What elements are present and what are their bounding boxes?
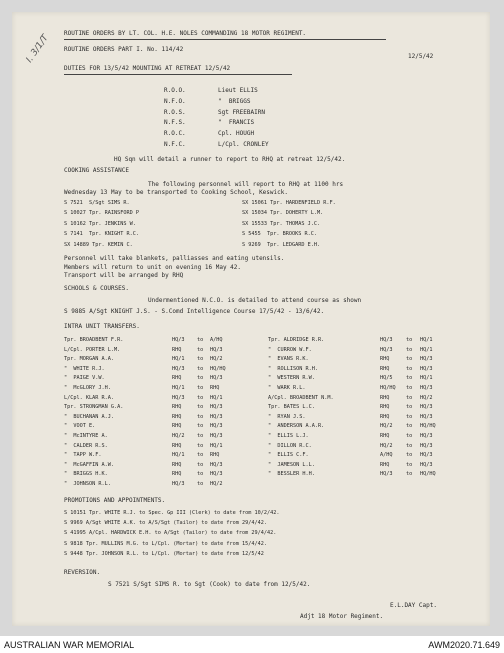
transfer-to-word: to <box>406 394 413 401</box>
transfer-to: HQ/3 <box>210 461 223 468</box>
transfer-name: " JOHNSON R.L. <box>64 481 111 487</box>
transfer-name: " TAPP W.F. <box>64 452 102 459</box>
transfer-to: HQ/3 <box>210 346 223 353</box>
transfer-to-word: to <box>197 337 204 343</box>
transfer-to: HQ/2 <box>420 394 433 401</box>
document-title: ROUTINE ORDERS BY LT. COL. H.E. NOLES COMMANDING 18 MOTOR REGIMENT. <box>64 30 307 37</box>
transfer-from: HQ/3 <box>380 337 393 343</box>
transfer-name: " ELLIS C.F. <box>268 452 309 459</box>
transfer-name: Tpr. MORGAN A.A. <box>64 356 114 363</box>
cooking-intro-1: The following personnel will report to RHQ at 1100 hrs <box>148 181 344 188</box>
duty-role: R.O.S. <box>164 108 186 116</box>
transfer-to: HQ/3 <box>420 365 433 372</box>
transfer-name: " DILLON R.C. <box>268 442 312 449</box>
promotion-row: S 9969 A/Sgt WHITE A.K. to A/S/Sgt (Tailor) to date from 29/4/42. <box>64 520 268 527</box>
transfer-from: RHQ <box>380 461 390 468</box>
transfer-name: " BUCHANAN A.J. <box>64 413 114 420</box>
transfer-to-word: to <box>197 365 204 372</box>
transfer-name: " BESSLER H.H. <box>268 471 315 478</box>
title-underline <box>64 39 386 40</box>
transfer-to: HQ/1 <box>420 346 433 353</box>
transfer-name: Tpr. BATES L.C. <box>268 404 315 411</box>
transfer-name: " McGLORY J.H. <box>64 385 111 391</box>
transfer-from: RHQ <box>380 394 390 401</box>
transfer-to-word: to <box>197 471 204 478</box>
transfer-from: HQ/3 <box>380 471 393 478</box>
cooking-person: S 7141 Tpr. KNIGHT R.C. <box>64 231 139 238</box>
transfer-to: HQ/3 <box>420 356 433 363</box>
schools-line-1: Undermentioned N.C.O. is detailed to attend course as shown <box>148 297 362 304</box>
cooking-person: SX 15034 Tpr. DOHERTY L.M. <box>242 210 324 217</box>
transfer-name: " CALDER R.S. <box>64 442 108 449</box>
transfer-from: RHQ <box>172 461 182 468</box>
transfer-name: " PAIGE V.W. <box>64 375 105 382</box>
transfer-from: RHQ <box>380 365 390 372</box>
transfer-name: " EVANS R.K. <box>268 356 309 363</box>
transfer-to: HQ/3 <box>210 375 223 382</box>
cooking-heading: COOKING ASSISTANCE <box>64 167 130 174</box>
transfer-from: RHQ <box>172 404 182 411</box>
transfer-from: RHQ <box>172 346 182 353</box>
signature-name: E.L.DAY Capt. <box>390 602 437 609</box>
duty-role: N.F.S. <box>164 119 186 127</box>
duty-role: N.F.O. <box>164 97 186 105</box>
transfer-to-word: to <box>197 394 204 401</box>
transfer-from: HQ/2 <box>380 442 393 449</box>
transfer-to: RHQ <box>210 452 220 459</box>
duty-name: " FRANCIS <box>218 119 255 127</box>
transfer-from: HQ/3 <box>172 365 185 372</box>
transfer-from: RHQ <box>380 356 390 363</box>
transfer-to-word: to <box>197 404 204 411</box>
duty-role: R.O.C. <box>164 130 186 138</box>
transfer-from: HQ/5 <box>380 375 393 382</box>
transfer-to: HQ/3 <box>420 433 433 439</box>
transfer-to-word: to <box>197 413 204 420</box>
transfer-name: Tpr. ALDRIDGE R.R. <box>268 337 325 343</box>
transfer-name: " WESTERN R.W. <box>268 375 315 382</box>
transfer-to-word: to <box>197 433 204 439</box>
transfer-name: L/Cpl. KLAR R.A. <box>64 394 114 401</box>
transfer-to: HQ/HQ <box>420 471 436 478</box>
transfer-from: RHQ <box>172 413 182 420</box>
transfer-to: HQ/HQ <box>420 423 436 430</box>
margin-note: I. 3/1/T <box>24 33 51 65</box>
transfer-name: " WARK R.L. <box>268 385 306 391</box>
cooking-person: S 10027 Tpr. RAINSFORD P <box>64 210 139 217</box>
transfer-to-word: to <box>197 442 204 449</box>
transfer-name: Tpr. STRONGMAN G.A. <box>64 404 124 411</box>
transfer-from: RHQ <box>172 442 182 449</box>
transfer-to-word: to <box>197 452 204 459</box>
signature-title: Adjt 18 Motor Regiment. <box>300 613 384 620</box>
transfer-to-word: to <box>197 356 204 363</box>
transfer-to: RHQ <box>210 385 220 391</box>
promotion-row: S 9818 Tpr. MULLINS M.G. to L/Cpl. (Mortar) to date from 15/4/42. <box>64 540 268 547</box>
duty-name: " BRIGGS <box>218 97 251 105</box>
transfer-to-word: to <box>197 423 204 430</box>
transfer-from: HQ/3 <box>172 337 185 343</box>
transfer-from: HQ/3 <box>380 346 393 353</box>
transfer-from: HQ/1 <box>172 385 185 391</box>
transfer-to-word: to <box>406 442 413 449</box>
transfer-to-word: to <box>406 365 413 372</box>
transfer-from: RHQ <box>380 433 390 439</box>
reversion-heading: REVERSION. <box>64 569 101 576</box>
transfer-to-word: to <box>406 356 413 363</box>
transfer-from: HQ/2 <box>172 433 185 439</box>
transfer-name: " ROLLISON R.H. <box>268 365 318 372</box>
cooking-person: S 5455 Tpr. BROOKS R.C. <box>242 231 317 238</box>
promotion-row: S 10151 Tpr. WHITE R.J. to Spec. Gp III (Clerk) to date from 10/2/42. <box>64 510 280 516</box>
transfer-from: RHQ <box>172 471 182 478</box>
transfer-from: HQ/3 <box>172 481 185 487</box>
transfer-from: A/HQ <box>380 452 393 459</box>
reversion-row: S 7521 S/Sgt SIMS R. to Sgt (Cook) to date from 12/5/42. <box>108 581 311 588</box>
transfer-to-word: to <box>406 461 413 468</box>
transfer-name: " WHITE R.J. <box>64 365 105 372</box>
cooking-person: S 7521 S/Sgt SIMS R. <box>64 200 130 206</box>
transfer-from: HQ/1 <box>172 452 185 459</box>
duties-underline <box>64 74 292 75</box>
transfer-to: HQ/1 <box>420 337 433 343</box>
transfer-from: RHQ <box>380 413 390 420</box>
transfer-to-word: to <box>406 404 413 411</box>
transfer-name: " VOOT E. <box>64 423 96 430</box>
transfer-to-word: to <box>406 471 413 478</box>
transfer-to: HQ/1 <box>210 442 223 449</box>
transfer-to: HQ/3 <box>420 413 433 420</box>
schools-heading: SCHOOLS & COURSES. <box>64 285 130 292</box>
transfer-name: " ELLIS L.J. <box>268 433 309 439</box>
runner-note: HQ Sqn will detail a runner to report to RHQ at retreat 12/5/42. <box>114 156 346 163</box>
cooking-person: SX 14889 Tpr. KEMIN C. <box>64 241 133 248</box>
transfer-to: HQ/3 <box>420 442 433 449</box>
transfer-to: HQ/3 <box>420 404 433 411</box>
transfer-from: RHQ <box>172 423 182 430</box>
transfer-name: " BRIGGS H.K. <box>64 471 108 478</box>
transfer-name: Tpr. BROADBENT F.R. <box>64 337 124 343</box>
transfer-name: " McINTYRE A. <box>64 433 108 439</box>
schools-line-2: S 9885 A/Sgt KNIGHT J.S. - S.Comd Intelligence Course 17/5/42 - 13/6/42. <box>64 308 325 315</box>
transfer-name: " CURROW W.F. <box>268 346 312 353</box>
transfer-to: HQ/1 <box>420 375 433 382</box>
transfer-name: A/Cpl. BROADBENT N.M. <box>268 394 334 401</box>
transfer-from: RHQ <box>380 404 390 411</box>
order-date: 12/5/42 <box>408 53 434 60</box>
cooking-note: Members will return to unit on evening 16 May 42. <box>64 263 242 271</box>
transfer-to-word: to <box>197 481 204 487</box>
cooking-intro-2: Wednesday 13 May to be transported to Cooking School, Keswick. <box>64 189 288 196</box>
transfer-to: HQ/3 <box>420 461 433 468</box>
transfer-to: HQ/3 <box>210 404 223 411</box>
transfer-from: HQ/3 <box>172 394 185 401</box>
transfer-to-word: to <box>406 375 413 382</box>
duties-heading: DUTIES FOR 13/5/42 MOUNTING AT RETREAT 12/5/42 <box>64 65 231 72</box>
cooking-person: SX 15533 Tpr. THOMAS J.C. <box>242 220 321 227</box>
transfer-to-word: to <box>197 461 204 468</box>
transfer-to-word: to <box>197 346 204 353</box>
footer-institution: AUSTRALIAN WAR MEMORIAL <box>4 640 135 650</box>
footer-accession: AWM2020.71.649 <box>428 640 500 650</box>
promotion-row: S 9448 Tpr. JOHNSON R.L. to L/Cpl. (Mortar) to date from 12/5/42 <box>64 550 264 557</box>
cooking-note: Transport will be arranged by RHQ <box>64 272 184 280</box>
transfer-name: L/Cpl. PORTER L.M. <box>64 346 121 353</box>
transfer-to-word: to <box>406 346 413 353</box>
transfer-from: RHQ <box>172 375 182 382</box>
transfer-to: HQ/2 <box>210 356 223 363</box>
transfer-to: HQ/3 <box>210 413 223 420</box>
transfer-from: HQ/1 <box>172 356 185 363</box>
transfer-to: HQ/2 <box>210 481 223 487</box>
transfer-to-word: to <box>406 452 413 459</box>
duty-name: Lieut ELLIS <box>218 87 258 94</box>
transfer-name: " ANDERSON A.A.R. <box>268 423 325 430</box>
cooking-person: S 10162 Tpr. JENKINS W. <box>64 220 136 227</box>
transfer-to: HQ/1 <box>210 394 223 401</box>
transfer-name: " JAMESON L.L. <box>268 461 315 468</box>
promotions-heading: PROMOTIONS AND APPOINTMENTS. <box>64 497 166 504</box>
transfer-to: HQ/3 <box>210 433 223 439</box>
transfer-to-word: to <box>406 413 413 420</box>
duty-name: Sgt FREEBAIRN <box>218 108 265 116</box>
cooking-person: S 9269 Tpr. LEDGARD E.H. <box>242 241 321 248</box>
duty-name: L/Cpl. CRONLEY <box>218 141 269 148</box>
transfer-to: HQ/3 <box>420 385 433 391</box>
cooking-person: SX 15061 Tpr. HARDENFIELD R.F. <box>242 200 336 206</box>
transfer-to: HQ/3 <box>210 423 223 430</box>
promotion-row: S 41995 A/Cpl. HARDWICK E.H. to A/Sgt (Tailor) to date from 29/4/42. <box>64 530 277 537</box>
transfer-to: HQ/HQ <box>210 365 226 372</box>
transfer-to: A/HQ <box>210 337 223 343</box>
transfer-to-word: to <box>197 375 204 382</box>
transfer-to: HQ/3 <box>420 452 433 459</box>
duty-role: R.O.O. <box>164 87 186 94</box>
transfer-from: HQ/HQ <box>380 385 396 391</box>
transfer-to-word: to <box>197 385 204 391</box>
part-number: ROUTINE ORDERS PART I. No. 114/42 <box>64 46 184 53</box>
transfer-to: HQ/3 <box>210 471 223 478</box>
transfer-to-word: to <box>406 385 413 391</box>
transfer-from: HQ/2 <box>380 423 393 430</box>
duty-name: Cpl. HOUGH <box>218 130 255 138</box>
transfer-to-word: to <box>406 433 413 439</box>
transfer-to-word: to <box>406 337 413 343</box>
transfers-heading: INTRA UNIT TRANSFERS. <box>64 323 140 330</box>
cooking-note: Personnel will take blankets, palliasses and eating utensils. <box>64 255 285 262</box>
transfer-name: " McGAFFIN A.W. <box>64 461 114 468</box>
transfer-name: " RYAN J.S. <box>268 413 306 420</box>
transfer-to-word: to <box>406 423 413 430</box>
duty-role: N.F.C. <box>164 141 186 148</box>
